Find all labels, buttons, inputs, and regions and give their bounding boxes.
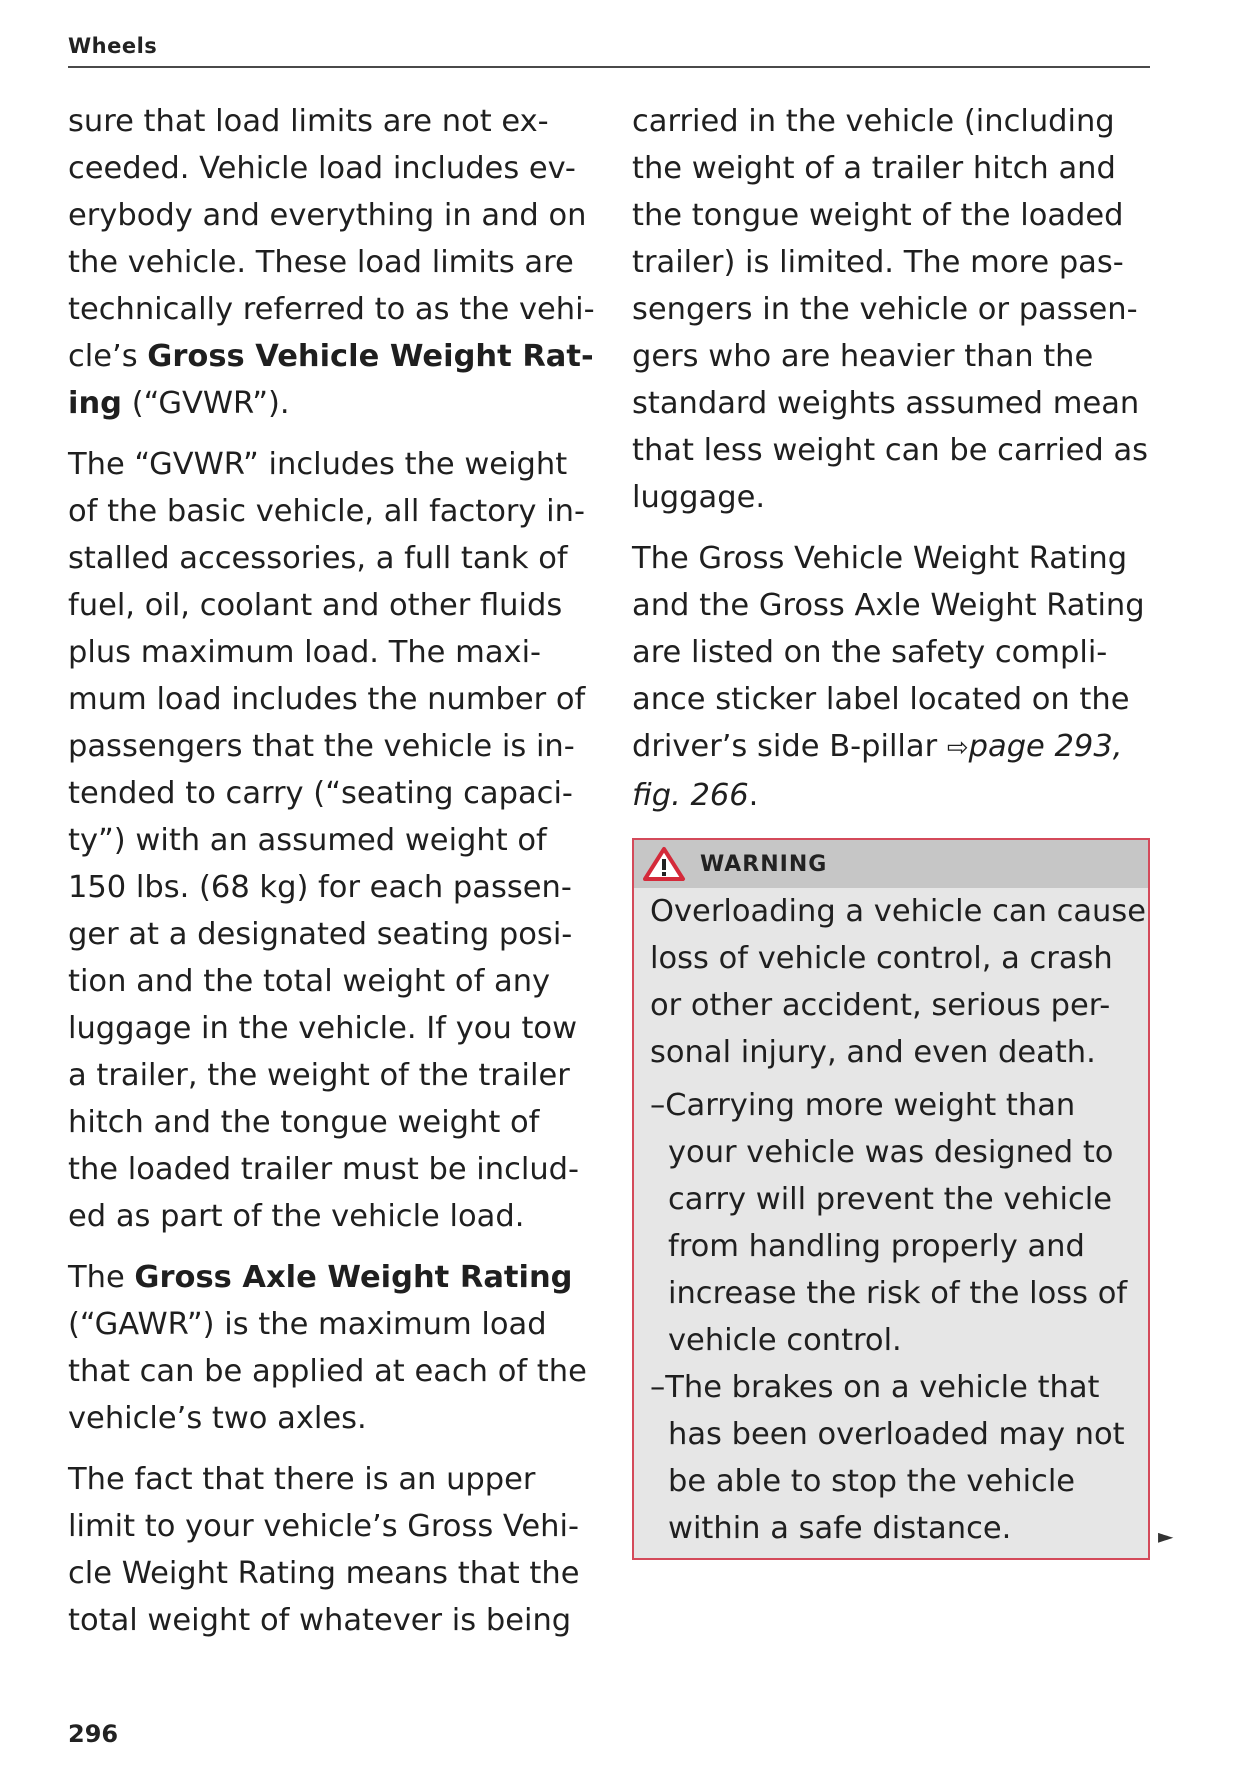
text-line: stalled accessories, a full tank of xyxy=(68,541,568,576)
section-title: Wheels xyxy=(68,34,158,58)
text-line: tion and the total weight of any xyxy=(68,964,551,999)
text-line: –Carrying more weight than xyxy=(650,1088,1076,1123)
term-gawr: Gross Axle Weight Rating xyxy=(134,1260,573,1295)
text-line: total weight of whatever is being xyxy=(68,1603,572,1638)
text-line: Overloading a vehicle can cause xyxy=(650,894,1147,929)
figure-reference-link[interactable]: fig. 266 xyxy=(632,778,749,813)
term-gvwr: Gross Vehicle Weight Rat- xyxy=(147,339,594,374)
warning-intro xyxy=(650,888,1148,1076)
text-line: mum load includes the number of xyxy=(68,682,586,717)
text-line: driver’s side B-pillar ⇨page 293, xyxy=(632,729,1123,764)
text-line: cle’s Gross Vehicle Weight Rat- xyxy=(68,339,594,374)
text-line: increase the risk of the loss of xyxy=(668,1276,1128,1311)
text-line: carry will prevent the vehicle xyxy=(668,1182,1112,1217)
paragraph-continued xyxy=(632,98,1152,521)
text-line: the weight of a trailer hitch and xyxy=(632,151,1116,186)
page-header xyxy=(68,34,1150,68)
paragraph-gvwr xyxy=(68,441,588,1240)
text-line: luggage. xyxy=(632,480,766,515)
text-line: within a safe distance. xyxy=(668,1511,1012,1546)
right-column xyxy=(632,98,1152,833)
text-line: ceeded. Vehicle load includes ev- xyxy=(68,151,576,186)
text-line: carried in the vehicle (including xyxy=(632,104,1115,139)
text-line: –The brakes on a vehicle that xyxy=(650,1370,1100,1405)
text-line: that can be applied at each of the xyxy=(68,1354,587,1389)
text-line: ed as part of the vehicle load. xyxy=(68,1199,525,1234)
paragraph-load-limits xyxy=(68,98,595,427)
text-line: be able to stop the vehicle xyxy=(668,1464,1076,1499)
warning-title: WARNING xyxy=(700,852,828,877)
cross-reference-arrow-icon: ⇨ xyxy=(946,733,969,763)
text-line: cle Weight Rating means that the xyxy=(68,1556,580,1591)
text-line: are listed on the safety compli- xyxy=(632,635,1108,670)
text-line: fuel, oil, coolant and other fluids xyxy=(68,588,563,623)
text-line: trailer) is limited. The more pas- xyxy=(632,245,1124,280)
text-line: limit to your vehicle’s Gross Vehi- xyxy=(68,1509,579,1544)
text-line: ger at a designated seating posi- xyxy=(68,917,573,952)
text-line: plus maximum load. The maxi- xyxy=(68,635,542,670)
text-line: gers who are heavier than the xyxy=(632,339,1094,374)
text-line: 150 lbs. (68 kg) for each passen- xyxy=(68,870,572,905)
text-line: standard weights assumed mean xyxy=(632,386,1140,421)
text-line: a trailer, the weight of the trailer xyxy=(68,1058,570,1093)
text-line: hitch and the tongue weight of xyxy=(68,1105,540,1140)
text-line: vehicle’s two axles. xyxy=(68,1401,367,1436)
text-line: the vehicle. These load limits are xyxy=(68,245,574,280)
text-line: (“GAWR”) is the maximum load xyxy=(68,1307,547,1342)
text-line: luggage in the vehicle. If you tow xyxy=(68,1011,578,1046)
warning-bullet-overweight xyxy=(650,1082,1148,1364)
page-reference-link[interactable]: page 293, xyxy=(968,729,1123,764)
text-line: loss of vehicle control, a crash xyxy=(650,941,1113,976)
text-line: tended to carry (“seating capaci- xyxy=(68,776,573,811)
page-number: 296 xyxy=(68,1720,119,1748)
text-line: ing (“GVWR”). xyxy=(68,386,290,421)
text-line: fig. 266. xyxy=(632,778,759,813)
continue-arrow-icon: ► xyxy=(1158,1524,1174,1548)
warning-box xyxy=(632,838,1150,1560)
warning-header xyxy=(634,840,1148,888)
text-line: from handling properly and xyxy=(668,1229,1085,1264)
text-line: ance sticker label located on the xyxy=(632,682,1130,717)
text-line: The fact that there is an upper xyxy=(68,1462,536,1497)
text-line: technically referred to as the vehi- xyxy=(68,292,595,327)
term-gvwr-end: ing xyxy=(68,386,123,421)
text-line: the tongue weight of the loaded xyxy=(632,198,1124,233)
warning-body xyxy=(634,888,1148,1552)
text-line: sengers in the vehicle or passen- xyxy=(632,292,1138,327)
text-line: sonal injury, and even death. xyxy=(650,1035,1096,1070)
warning-bullet-brakes xyxy=(650,1364,1148,1552)
text-line: your vehicle was designed to xyxy=(668,1135,1114,1170)
text-line: sure that load limits are not ex- xyxy=(68,104,549,139)
text-line: the loaded trailer must be includ- xyxy=(68,1152,580,1187)
paragraph-upper-limit xyxy=(68,1456,588,1644)
text-line: The Gross Vehicle Weight Rating xyxy=(632,541,1128,576)
text-line: erybody and everything in and on xyxy=(68,198,587,233)
text-line: and the Gross Axle Weight Rating xyxy=(632,588,1145,623)
paragraph-gawr xyxy=(68,1254,588,1442)
warning-triangle-icon xyxy=(642,846,686,886)
text-line: vehicle control. xyxy=(668,1323,902,1358)
text-line: The Gross Axle Weight Rating xyxy=(68,1260,573,1295)
text-line: ty”) with an assumed weight of xyxy=(68,823,547,858)
text-line: The “GVWR” includes the weight xyxy=(68,447,568,482)
left-column xyxy=(68,98,595,1658)
text-line: of the basic vehicle, all factory in- xyxy=(68,494,585,529)
paragraph-sticker-label xyxy=(632,535,1152,819)
text-line: that less weight can be carried as xyxy=(632,433,1149,468)
text-line: passengers that the vehicle is in- xyxy=(68,729,575,764)
text-line: or other accident, serious per- xyxy=(650,988,1111,1023)
text-line: has been overloaded may not xyxy=(668,1417,1125,1452)
